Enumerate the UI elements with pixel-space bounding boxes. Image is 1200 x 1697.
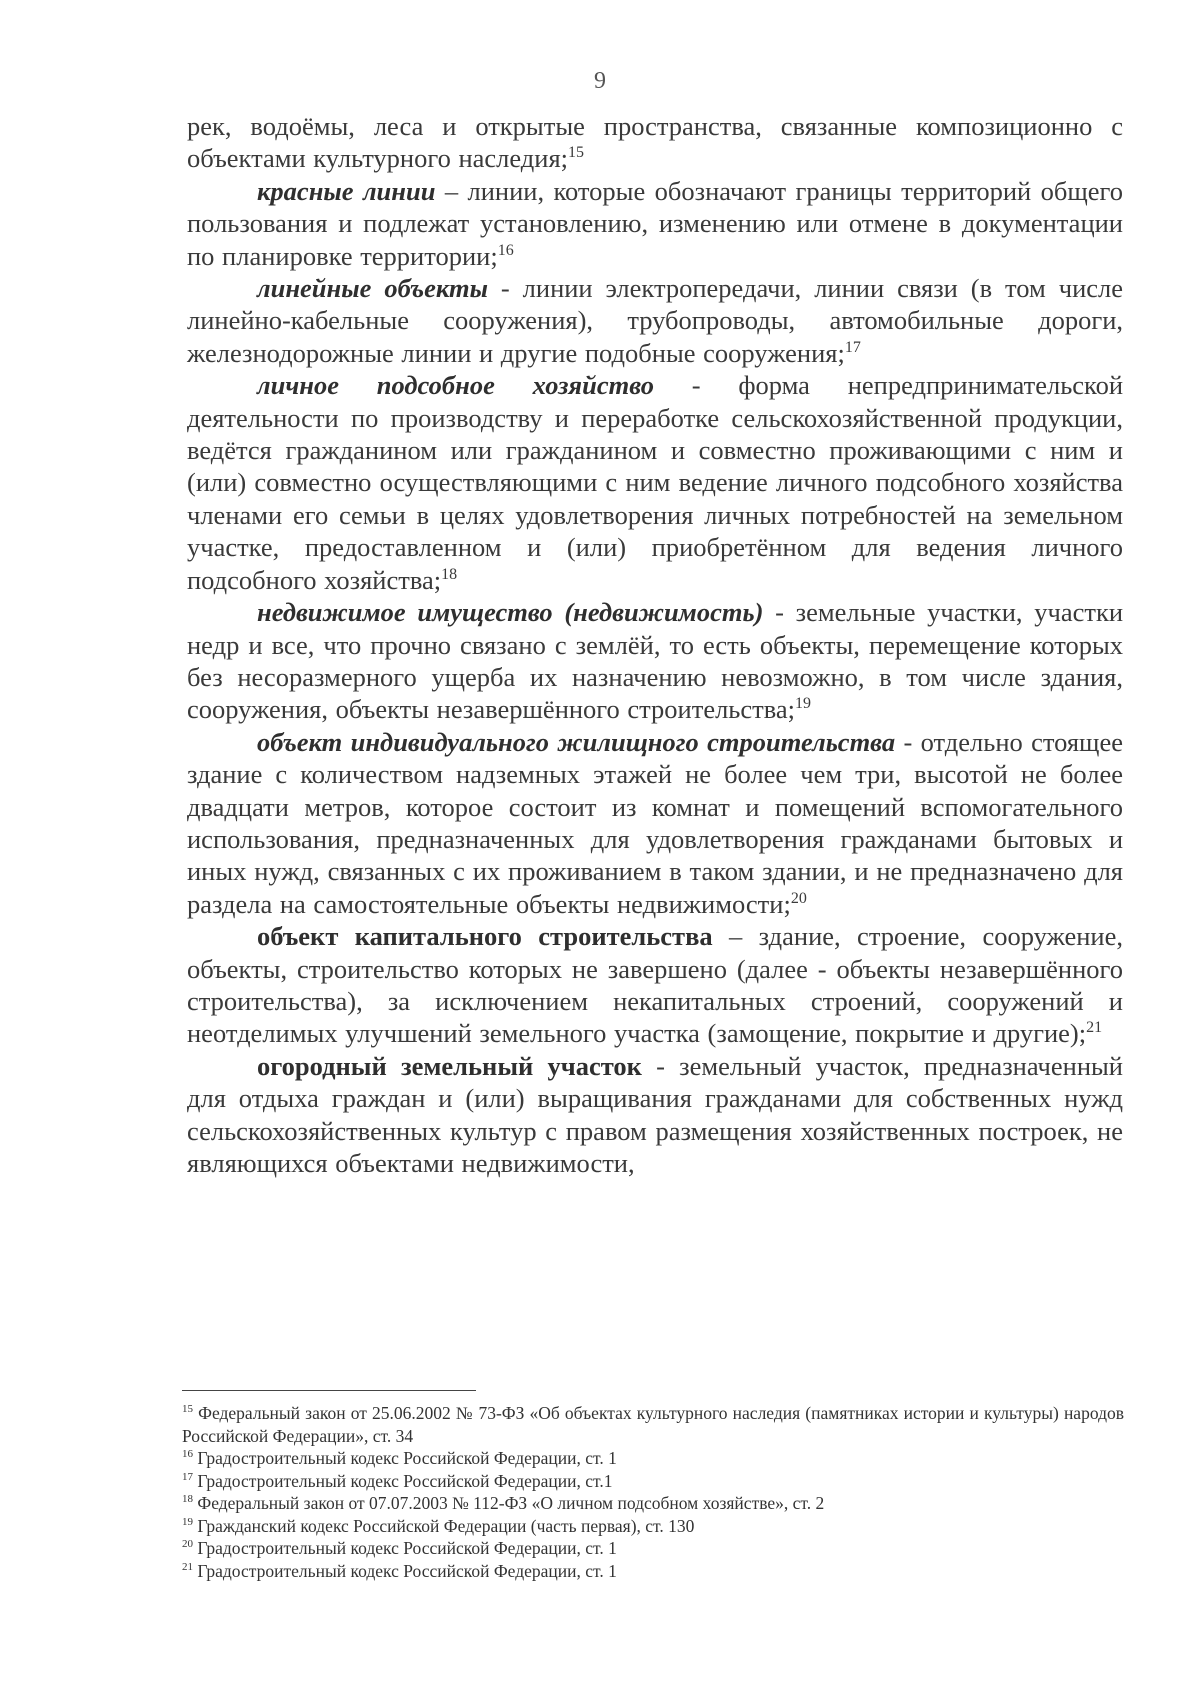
footnote-ref[interactable]: 21 bbox=[1086, 1019, 1103, 1037]
footnote-number: 21 bbox=[182, 1560, 193, 1573]
paragraph-continuation bbox=[187, 110, 1123, 175]
footnote-ref[interactable]: 20 bbox=[790, 889, 807, 907]
definition-red-lines bbox=[187, 175, 1123, 272]
footnote-text: Градостроительный кодекс Российской Федерации, ст. 1 bbox=[193, 1538, 617, 1558]
footnote-text: Градостроительный кодекс Российской Федерации, ст. 1 bbox=[193, 1448, 617, 1468]
footnote-number: 16 bbox=[182, 1448, 193, 1461]
definition-text: - отдельно стоящее здание с количеством надземных этажей не более чем три, высотой не более двадцати метров, которое состоит из комнат и помещений вспомогательного использования, предназначенных для удовлетворения гражданами бытовых и иных нужд, связанных с их проживанием в таком здании, и не предназначено для раздела на самостоятельные объекты недвижимости; bbox=[187, 726, 1123, 919]
footnote-number: 19 bbox=[182, 1515, 193, 1528]
footnote-text: Гражданский кодекс Российской Федерации (часть первая), ст. 130 bbox=[193, 1515, 695, 1536]
definition-term: личное подсобное хозяйство bbox=[257, 370, 654, 401]
definition-text: – линии, которые обозначают границы территорий общего пользования и подлежат установлению, изменению или отмене в документации по планировке территории; bbox=[187, 175, 1123, 271]
footnote-item bbox=[182, 1560, 1124, 1583]
definition-text: - линии электропередачи, линии связи (в том числе линейно-кабельные сооружения), трубопроводы, автомобильные дороги, железнодорожные линии и другие подобные сооружения; bbox=[187, 273, 1123, 368]
footnote-ref[interactable]: 17 bbox=[844, 339, 861, 357]
footnote-number: 15 bbox=[182, 1403, 193, 1416]
page-number: 9 bbox=[594, 68, 606, 94]
footnote-text: Федеральный закон от 07.07.2003 № 112-ФЗ «О личном подсобном хозяйстве», ст. 2 bbox=[193, 1493, 825, 1513]
definition-text: – здание, строение, сооружение, объекты, строительство которых не завершено (далее - объекты незавершённого строительства), за исключением некапитальных строений, сооружений и неотделимых улучшений земельного участка (замощение, покрытие и другие); bbox=[187, 921, 1123, 1049]
footnote-item bbox=[182, 1447, 1124, 1470]
footnote-text: Градостроительный кодекс Российской Федерации, ст.1 bbox=[193, 1470, 613, 1491]
footnote-item bbox=[182, 1537, 1124, 1560]
definition-term: объект индивидуального жилищного строительства bbox=[257, 726, 896, 757]
footnote-text: Федеральный закон от 25.06.2002 № 73-ФЗ «Об объектах культурного наследия (памятниках истории и культуры) народов Российской Федерации», ст. 34 bbox=[182, 1403, 1124, 1446]
paragraph-text: рек, водоёмы, леса и открытые пространства, связанные композиционно с объектами культурного наследия; bbox=[187, 111, 1123, 174]
footnote-separator bbox=[182, 1390, 476, 1391]
footnote-ref[interactable]: 18 bbox=[441, 565, 458, 583]
footnote-item bbox=[182, 1492, 1124, 1515]
definition-text: - земельные участки, участки недр и все, что прочно связано с землёй, то есть объекты, перемещение которых без несоразмерного ущерба их назначению невозможно, в том числе здания, сооружения, объекты незавершённого строительства; bbox=[187, 597, 1123, 725]
definition-personal-farm bbox=[187, 369, 1123, 596]
footnote-number: 20 bbox=[182, 1538, 193, 1551]
definition-text: - земельный участок, предназначенный для отдыха граждан и (или) выращивания гражданами для собственных нужд сельскохозяйственных культур с правом размещения хозяйственных построек, не являющихся объектами недвижимости, bbox=[187, 1050, 1123, 1178]
definition-real-estate bbox=[187, 596, 1123, 726]
definition-text: - форма непредпринимательской деятельности по производству и переработке сельскохозяйственной продукции, ведётся гражданином или гражданином и совместно проживающими с ним и (или) совместно осуществляющими с ним ведение личного подсобного хозяйства членами его семьи в целях удовлетворения личных потребностей на земельном участке, предоставленном и (или) приобретённом для ведения личного подсобного хозяйства; bbox=[187, 370, 1124, 595]
footnotes bbox=[182, 1402, 1124, 1582]
body-text bbox=[187, 110, 1123, 1179]
footnote-item bbox=[182, 1402, 1124, 1447]
footnote-number: 17 bbox=[182, 1470, 193, 1483]
definition-term: огородный земельный участок bbox=[257, 1050, 642, 1081]
definition-garden-plot bbox=[187, 1050, 1123, 1180]
definition-term: недвижимое имущество (недвижимость) bbox=[257, 597, 764, 628]
definition-individual-housing bbox=[187, 726, 1123, 920]
footnote-item bbox=[182, 1515, 1124, 1538]
footnote-item bbox=[182, 1470, 1124, 1493]
definition-linear-objects bbox=[187, 272, 1123, 369]
footnote-text: Градостроительный кодекс Российской Федерации, ст. 1 bbox=[193, 1560, 617, 1581]
footnote-number: 18 bbox=[182, 1493, 193, 1506]
footnote-ref[interactable]: 15 bbox=[568, 144, 584, 162]
definition-term: красные линии bbox=[257, 175, 436, 206]
footnote-ref[interactable]: 19 bbox=[795, 695, 812, 713]
definition-term: объект капитального строительства bbox=[257, 921, 713, 952]
footnote-ref[interactable]: 16 bbox=[497, 241, 514, 259]
definition-term: линейные объекты bbox=[257, 273, 488, 304]
definition-capital-construction bbox=[187, 920, 1123, 1050]
